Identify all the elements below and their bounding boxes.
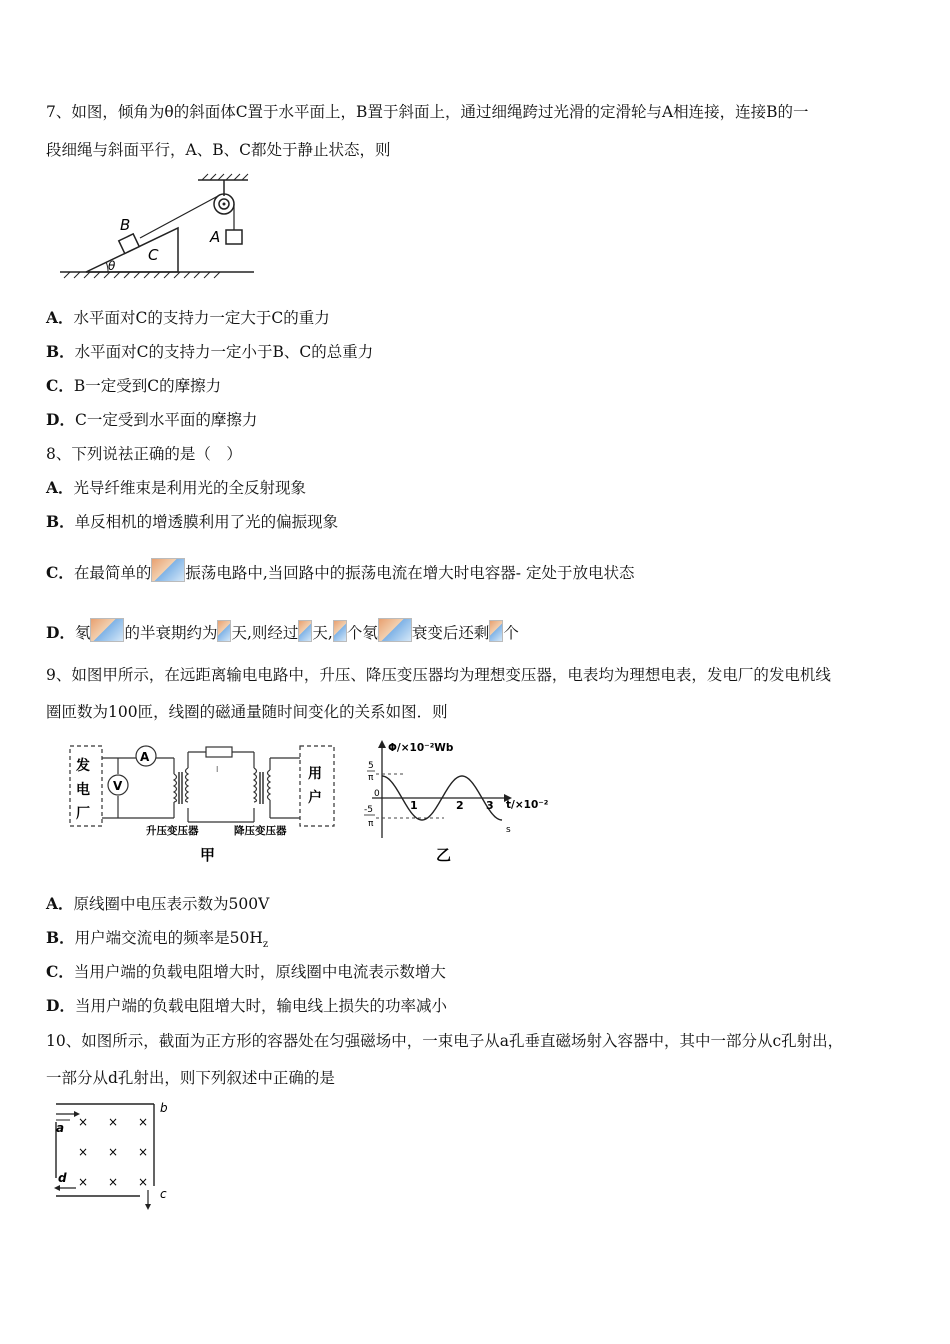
field-mark-0-1: ×: [108, 1115, 119, 1129]
q7-option-b[interactable]: B．水平面对C的支持力一定小于B、C的总重力: [46, 342, 374, 361]
tick-2: 2: [456, 799, 464, 812]
q8-option-c[interactable]: C．在最简单的 振荡电路中,当回路中的振荡电流在增大时电容器- 定处于放电状态: [46, 558, 634, 583]
user-char-2: 户: [308, 790, 322, 806]
label-a-hole: a: [56, 1121, 65, 1135]
label-c-hole: c: [160, 1187, 167, 1201]
ammeter-label: A: [140, 750, 150, 764]
label-a: A: [210, 228, 221, 246]
field-mark-0-0: ×: [78, 1115, 89, 1129]
q8-option-b[interactable]: B．单反相机的增透膜利用了光的偏振现象: [46, 512, 339, 531]
flux-ylabel: Φ/×10⁻²Wb: [388, 742, 454, 754]
q9-option-a[interactable]: A．原线圈中电压表示数为500V: [46, 894, 270, 913]
q7-option-a[interactable]: A．水平面对C的支持力一定大于C的重力: [46, 308, 330, 327]
svg-text:I: I: [216, 765, 219, 774]
q7-stem-line1: 7、如图，倾角为θ的斜面体C置于水平面上，B置于斜面上，通过细绳跨过光滑的定滑轮与A相连接，连接B的一: [46, 103, 809, 121]
half-life-value-image: [217, 620, 231, 642]
q9-stem-line2: 圈匝数为100匝，线圈的磁通量随时间变化的关系如图．则: [46, 703, 448, 721]
flux-xunit: s: [506, 825, 511, 835]
tick-3: 3: [486, 799, 494, 812]
q9-flux-graph: [358, 738, 554, 868]
label-b: B: [120, 216, 131, 234]
q8-stem: 8、下列说祛正确的是（ ）: [46, 445, 242, 463]
field-mark-1-2: ×: [138, 1145, 149, 1159]
q9-option-b[interactable]: B．用户端交流电的频率是$50H_z$: [46, 928, 269, 951]
user-char-1: 用: [308, 766, 322, 782]
field-marks: [78, 1115, 148, 1189]
q10-magnetic-box-figure: [50, 1098, 190, 1220]
lc-formula-image: [151, 558, 185, 582]
field-mark-2-1: ×: [108, 1175, 119, 1189]
plant-char-2: 电: [76, 782, 90, 798]
q10-stem-line1: 10、如图所示，截面为正方形的容器处在匀强磁场中，一束电子从a孔垂直磁场射入容器中，其中一部分从c孔射出，: [46, 1032, 844, 1050]
count-value-image: [333, 620, 347, 642]
y-bot-num: -5: [364, 805, 373, 815]
caption-yi: 乙: [436, 846, 452, 864]
plant-char-1: 发: [76, 758, 90, 774]
field-mark-1-0: ×: [78, 1145, 89, 1159]
field-mark-0-2: ×: [138, 1115, 149, 1129]
q9-circuit-figure: [66, 738, 346, 868]
origin-label: 0: [374, 789, 380, 799]
label-d-hole: d: [58, 1171, 67, 1185]
field-mark-1-1: ×: [108, 1145, 119, 1159]
caption-jia: 甲: [200, 846, 216, 864]
label-theta: θ: [108, 259, 116, 273]
tick-1: 1: [410, 799, 418, 812]
label-c: C: [148, 246, 159, 264]
days-value-image: [298, 620, 312, 642]
plant-char-3: 厂: [76, 806, 90, 822]
y-top-num: 5: [368, 761, 374, 771]
remaining-value-image: [489, 620, 503, 642]
q8-option-d[interactable]: D．氡 的半衰期约为 天,则经过 天, 个氡 衰变后还剩 个: [46, 618, 519, 643]
q7-incline-figure: [58, 172, 258, 284]
step-down-label: 降压变压器: [234, 825, 287, 837]
y-bot-den: π: [368, 819, 374, 829]
radon-isotope-image-2: [378, 618, 412, 642]
y-top-den: π: [368, 773, 374, 783]
q8-option-a[interactable]: A．光导纤维束是利用光的全反射现象: [46, 478, 307, 497]
field-mark-2-2: ×: [138, 1175, 149, 1189]
flux-xlabel: t/×10⁻²: [506, 799, 549, 811]
q10-stem-line2: 一部分从d孔射出，则下列叙述中正确的是: [46, 1069, 335, 1087]
q7-option-c[interactable]: C．B一定受到C的摩擦力: [46, 376, 222, 395]
radon-isotope-image: [90, 618, 124, 642]
q7-stem-line2: 段细绳与斜面平行，A、B、C都处于静止状态，则: [46, 141, 391, 159]
field-mark-2-0: ×: [78, 1175, 89, 1189]
voltmeter-label: V: [113, 779, 123, 793]
step-up-label: 升压变压器: [146, 825, 199, 837]
q9-option-c[interactable]: C．当用户端的负载电阻增大时，原线圈中电流表示数增大: [46, 962, 446, 981]
label-b-corner: b: [160, 1101, 168, 1115]
q7-option-d[interactable]: D．C一定受到水平面的摩擦力: [46, 410, 258, 429]
q9-stem-line1: 9、如图甲所示，在远距离输电电路中，升压、降压变压器均为理想变压器，电表均为理想电表，发电厂的发电机线: [46, 666, 831, 684]
q9-option-d[interactable]: D．当用户端的负载电阻增大时，输电线上损失的功率减小: [46, 996, 447, 1015]
